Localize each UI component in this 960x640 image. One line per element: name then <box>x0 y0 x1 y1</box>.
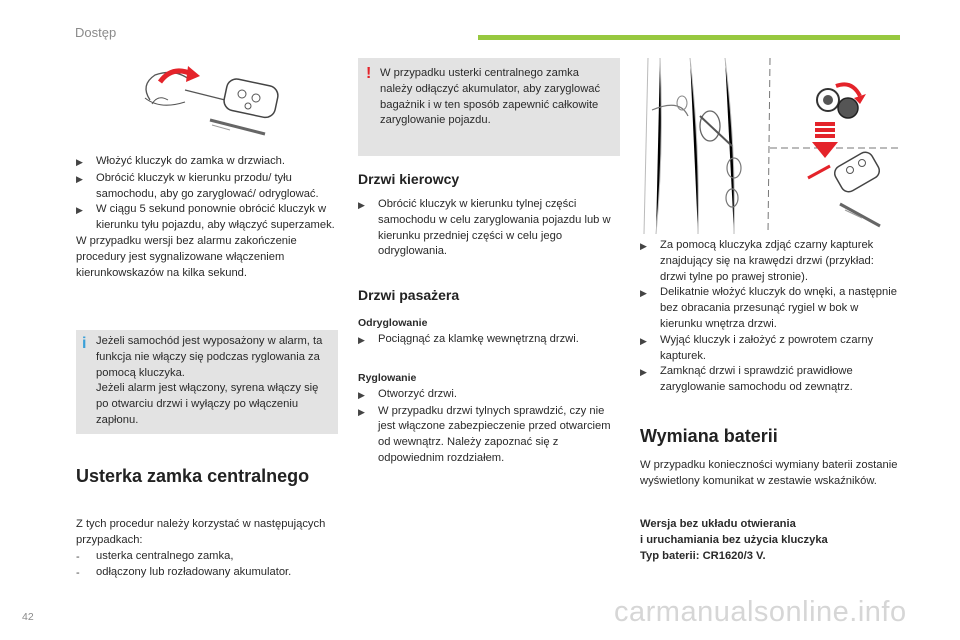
page-header-title: Dostęp <box>75 25 117 40</box>
warning-note <box>358 58 620 156</box>
list-item: ▶ Otworzyć drzwi. <box>358 387 620 404</box>
bullet-icon: ▶ <box>640 335 647 346</box>
passenger-lock <box>358 371 620 467</box>
info-text-2: Jeżeli alarm jest włączony, syrena włączy się po otwarciu drzwi i wyłączy po włączeniu zapłonu. <box>96 382 319 426</box>
battery-paragraph: W przypadku konieczności wymiany baterii zostanie wyświetlony komunikat w zestawie wskaźników. <box>640 459 898 487</box>
cases-intro: Z tych procedur należy korzystać w następujących przypadkach: <box>76 518 326 546</box>
section-heading-central-lock: Usterka zamka centralnego <box>76 466 310 486</box>
info-text-1: Jeżeli samochód jest wyposażony w alarm, ta funkcja nie włączy się podczas ryglowania za pomocą kluczyka. <box>96 335 323 379</box>
list-item: ▶ Pociągnąć za klamkę wewnętrzną drzwi. <box>358 332 620 349</box>
list-item: - odłączony lub rozładowany akumulator. <box>76 566 292 580</box>
left-column <box>76 154 346 281</box>
bullet-icon: ▶ <box>76 205 83 216</box>
bullet-icon: ▶ <box>76 157 83 167</box>
warning-text: W przypadku usterki centralnego zamka należy odłączyć akumulator, aby zaryglować bagażnik i w ten sposób zapewnić całkowite zaryglowanie pojazdu. <box>380 67 601 127</box>
list-item: ▶ Zamknąć drzwi i sprawdzić prawidłowe zaryglowanie samochodu od zewnątrz. <box>640 364 902 396</box>
bullet-icon: ▶ <box>640 288 647 299</box>
lock-label: Ryglowanie <box>358 372 417 384</box>
page-number: 42 <box>22 611 34 623</box>
warning-icon: ! <box>366 65 372 82</box>
central-lock-cases <box>76 517 338 582</box>
bullet-icon: ▶ <box>358 334 365 345</box>
key-in-lock-illustration <box>130 60 290 140</box>
info-note <box>76 330 338 434</box>
section-heading-passenger-door: Drzwi pasażera <box>358 287 460 303</box>
bullet-icon: ▶ <box>640 241 647 251</box>
watermark: carmanualsonline.info <box>614 596 907 628</box>
list-item: ▶ Włożyć kluczyk do zamka w drzwiach. <box>76 154 346 171</box>
header-accent-bar <box>478 35 900 40</box>
info-icon: i <box>82 335 87 352</box>
section-heading-battery: Wymiana baterii <box>640 426 778 446</box>
bullet-icon: ▶ <box>76 173 83 184</box>
list-item: ▶ Za pomocą kluczyka zdjąć czarny kapturek znajdujący się na krawędzi drzwi (przykład: drzwi tylne po prawej stronie). <box>640 238 902 285</box>
passenger-unlock <box>358 316 620 349</box>
section-heading-driver-door: Drzwi kierowcy <box>358 171 460 187</box>
bullet-icon: ▶ <box>358 406 365 417</box>
list-item: - usterka centralnego zamka, <box>76 549 234 563</box>
unlock-label: Odryglowanie <box>358 317 428 329</box>
list-item: ▶ Delikatnie włożyć kluczyk do wnęki, a następnie bez obracania przesunąć rygiel w bok w kierunku wnętrza drzwi. <box>640 285 902 332</box>
list-item: ▶ W ciągu 5 sekund ponownie obrócić kluczyk w kierunku tyłu pojazdu, aby włączyć superzamek. <box>76 202 346 234</box>
right-column-steps <box>640 238 902 396</box>
list-item: ▶ Obrócić kluczyk w kierunku przodu/ tyłu samochodu, aby go zaryglować/ odryglować. <box>76 171 346 203</box>
bullet-icon: ▶ <box>358 200 365 210</box>
list-item: ▶ Obrócić kluczyk w kierunku tylnej części samochodu w celu zaryglowania pojazdu lub w kierunku przedniej części w celu jego odryglowania. <box>358 197 620 260</box>
bullet-icon: ▶ <box>358 389 365 400</box>
battery-spec: Wersja bez układu otwierania i uruchamiania bez użycia kluczyka Typ baterii: CR1620/3 V. <box>640 518 828 562</box>
alarm-paragraph: W przypadku wersji bez alarmu zakończenie procedury jest sygnalizowane włączeniem kierunkowskazów na kilka sekund. <box>76 234 297 279</box>
bullet-icon: ▶ <box>640 367 647 378</box>
list-item: ▶ Wyjąć kluczyk i założyć z powrotem czarny kapturek. <box>640 333 902 365</box>
driver-door-steps <box>358 197 620 260</box>
door-edge-lock-illustration <box>640 58 902 234</box>
list-item: ▶ W przypadku drzwi tylnych sprawdzić, czy nie jest włączone zabezpieczenie przed otwarciem od wewnątrz. Należy zapoznać się z odpowiednim rozdziałem. <box>358 404 620 467</box>
